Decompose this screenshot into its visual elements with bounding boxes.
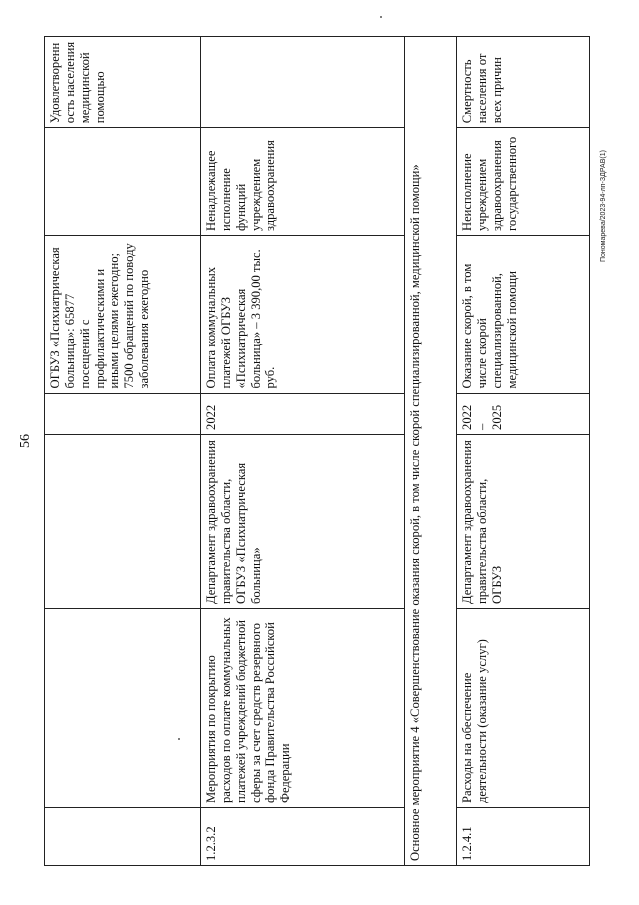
executor-cell: Департамент здравоохранения правительства области, ОГБУЗ: [457, 434, 590, 608]
table-row: [457, 37, 590, 866]
consequence-cell: [45, 128, 201, 236]
consequence-cell: Ненадлежащее исполнение функций учреждением здравоохранения: [201, 128, 405, 236]
executor-cell: Департамент здравоохранения правительства области, ОГБУЗ «Психиатрическая больница»: [201, 434, 405, 608]
row-number-cell: [45, 807, 201, 865]
table-row: [201, 37, 405, 866]
page-number: 56: [18, 434, 33, 448]
document-reference: Пономарева/2023-94-лп-ЗДРАВ(1): [600, 150, 607, 262]
section-heading-cell: Основное мероприятие 4 «Совершенствование оказания скорой, в том числе скорой специализированной, медицинской помощи»: [405, 37, 457, 866]
scan-speck: [380, 16, 382, 18]
expected-result-cell: Оказание скорой, в том числе скорой специализированной, медицинской помощи: [457, 236, 590, 394]
year-cell: [45, 393, 201, 434]
indicator-cell: Смертность населения от всех причин: [457, 37, 590, 128]
expected-result-cell: Оплата коммунальных платежей ОГБУЗ «Психиатрическая больница» – 3 390,00 тыс. руб.: [201, 236, 405, 394]
activity-name-cell: Расходы на обеспечение деятельности (оказание услуг): [457, 609, 590, 808]
activity-name-cell: [45, 609, 201, 808]
activities-table: [44, 36, 590, 866]
indicator-cell: [201, 37, 405, 128]
rotated-table-container: [44, 36, 589, 866]
row-number-cell: 1.2.3.2: [201, 807, 405, 865]
activity-name-cell: Мероприятия по покрытию расходов по оплате коммунальных платежей учреждений бюджетной сферы за счет средств резервного фонда Правительства Российской Федерации: [201, 609, 405, 808]
year-cell: 2022: [201, 393, 405, 434]
table-row: [45, 37, 201, 866]
executor-cell: [45, 434, 201, 608]
consequence-cell: Неисполнение учреждением здравоохранения государственного: [457, 128, 590, 236]
section-row: [405, 37, 457, 866]
indicator-cell: Удовлетворенность населения медицинской помощью: [45, 37, 201, 128]
year-cell: 2022 – 2025: [457, 393, 590, 434]
row-number-cell: 1.2.4.1: [457, 807, 590, 865]
expected-result-cell: ОГБУЗ «Психиатрическая больница»: 65877 посещений с профилактическими и иными целями ежегодно; 7500 обращений по поводу заболевания ежегодно: [45, 236, 201, 394]
